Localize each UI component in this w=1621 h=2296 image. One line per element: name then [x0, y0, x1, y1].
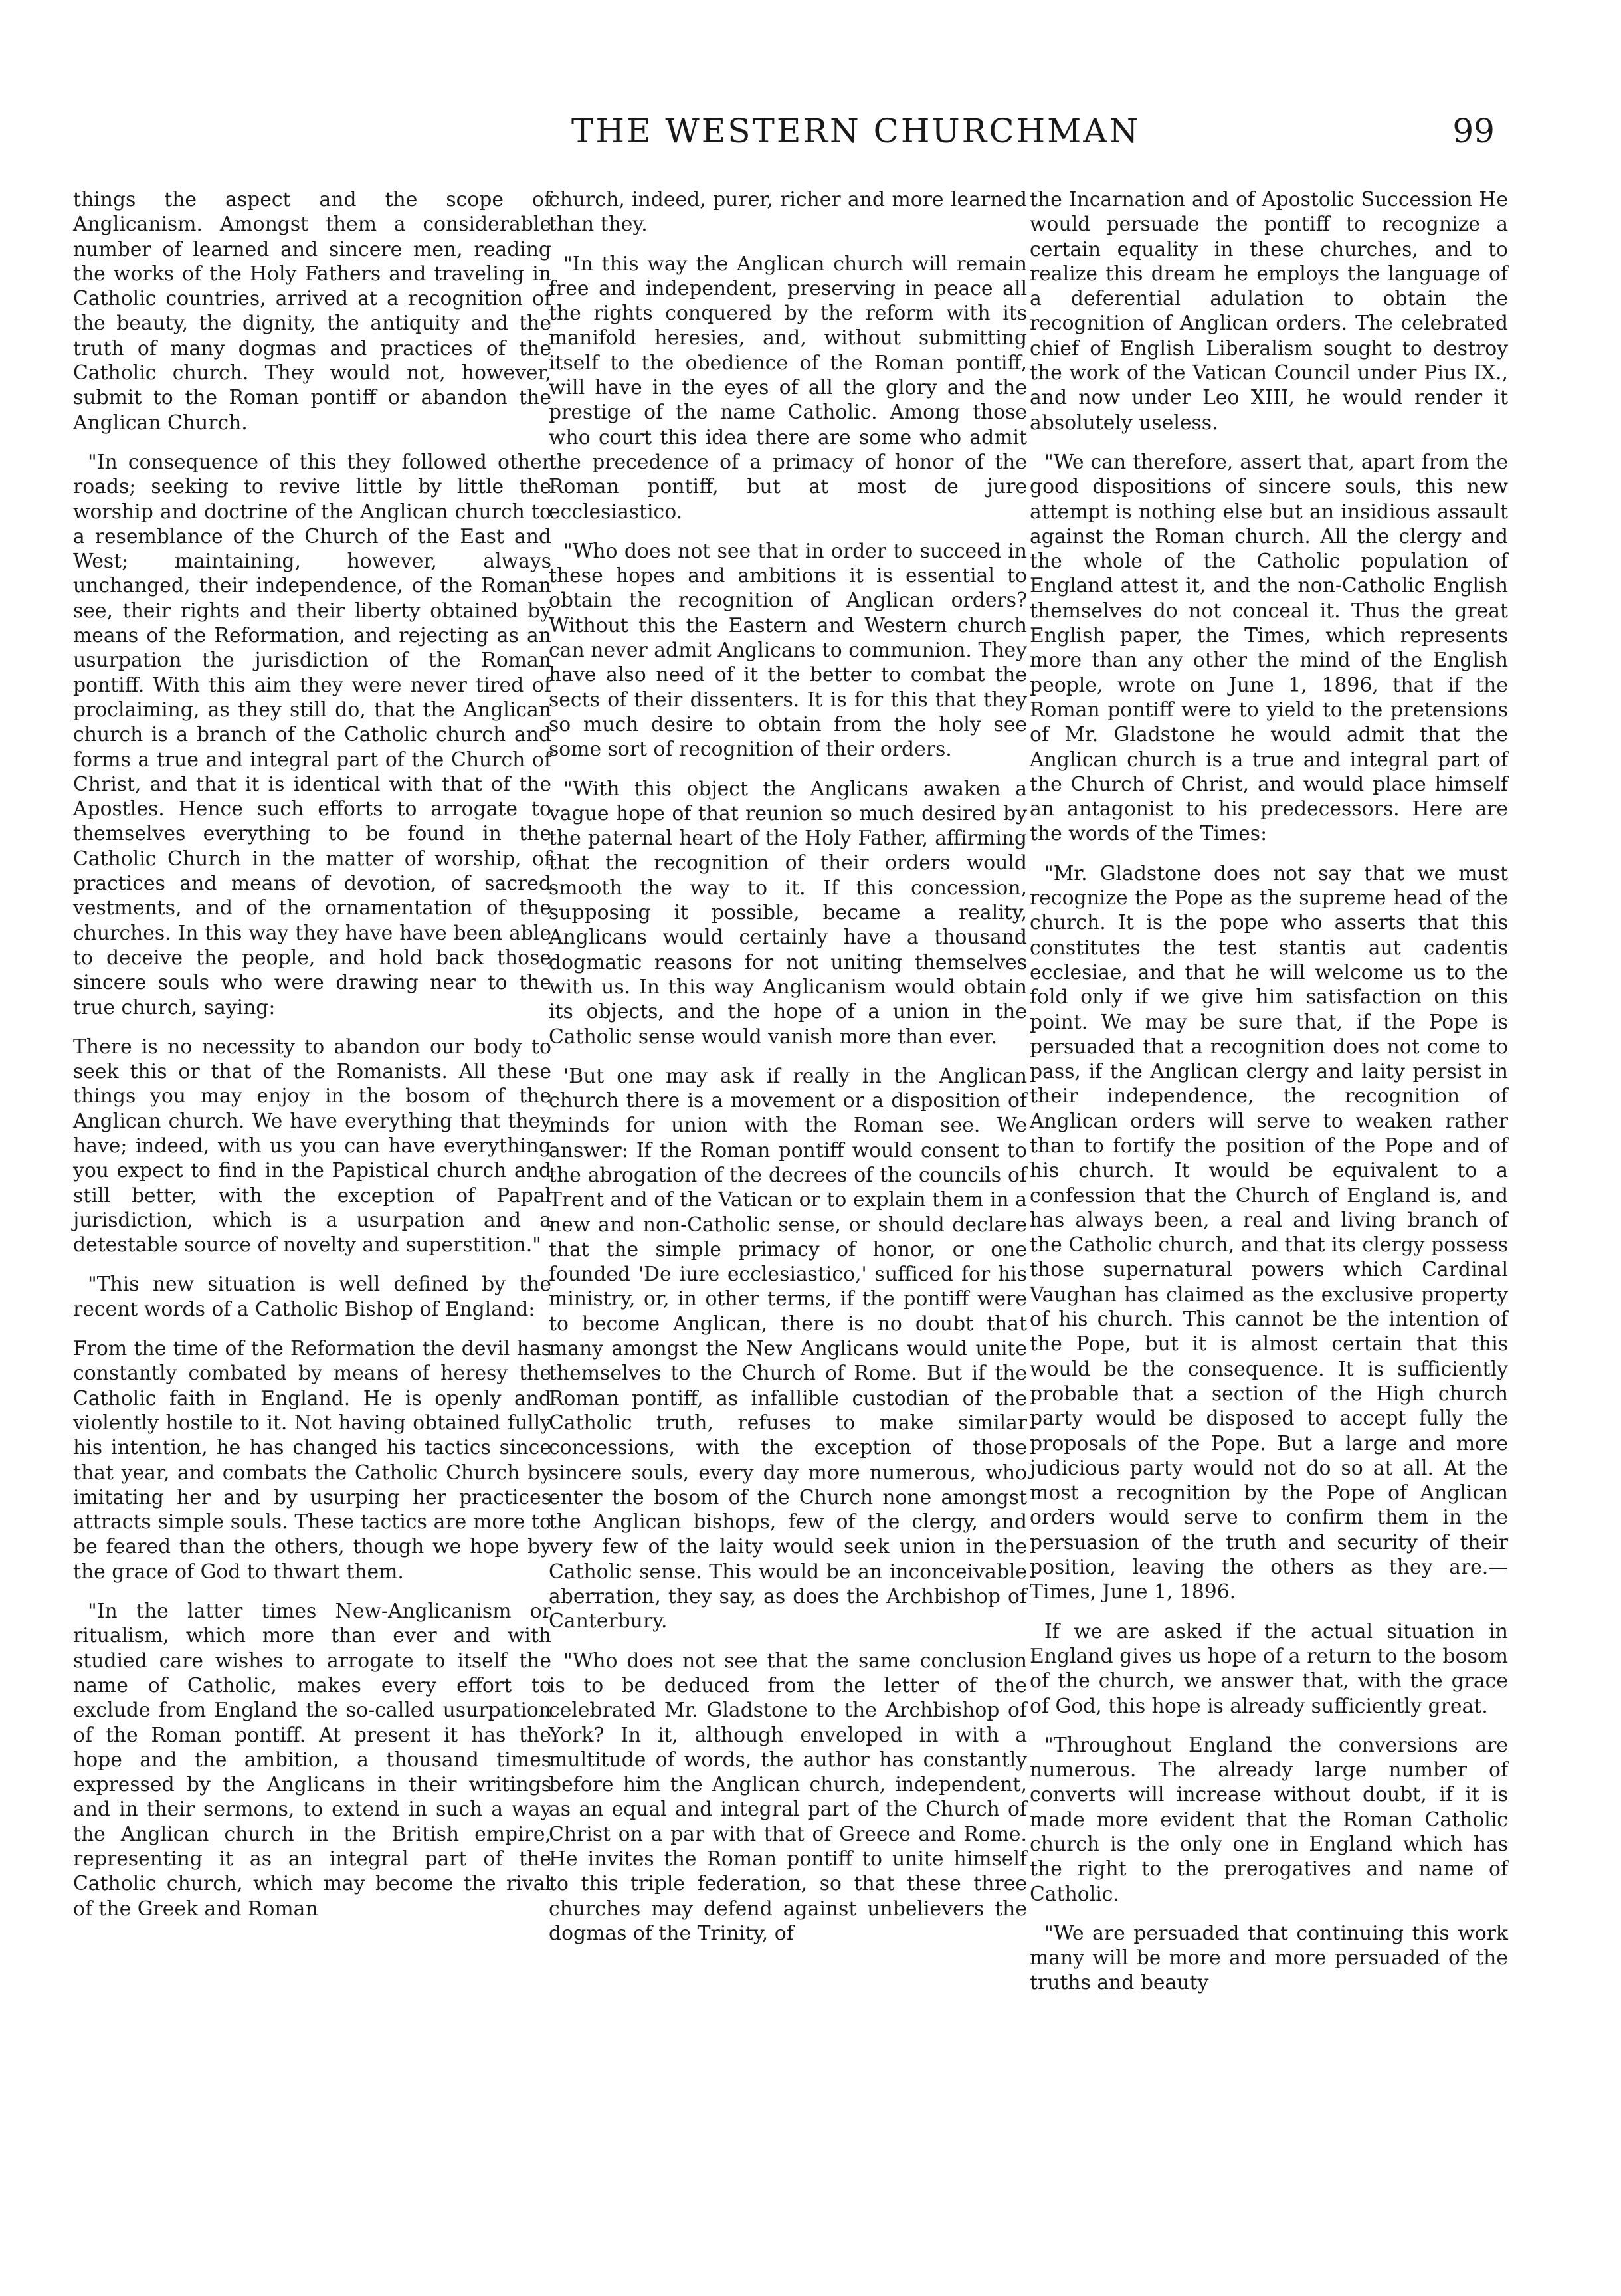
- paragraph: "Throughout England the conversions are numerous. The already large number of converts will increase without doubt, if it is made more evident that the Roman Catholic church is the only one in England which has the right to the prerogatives and name of Catholic.: [1030, 1733, 1508, 1906]
- paragraph: "Mr. Gladstone does not say that we must recognize the Pope as the supreme head of the church. It is the pope who asserts that this constitutes the test stantis aut cadentis ecclesiae, and that he will welcome us to the fold only if we give him satisfaction on this point. We may be sure that, if the Pope is persuaded that a recognition does not come to pass, if the Anglican clergy and laity persist in their independence, the recognition of Anglican orders will serve to weaken rather than to fortify the position of the Pope and of his church. It would be equivalent to a confession that the Church of England is, and has always been, a real and living branch of the Catholic church, and that its clergy possess those supernatural powers which Cardinal Vaughan has claimed as the exclusive property of his church. This cannot be the intention of the Pope, but it is almost certain that this would be the consequence. It is sufficiently probable that a section of the High church party would be disposed to accept fully the proposals of the Pope. But a large and more judicious party would not do so at all. At the most a recognition by the Pope of Anglican orders would serve to confirm them in the persuasion of the truth and security of their position, leaving the others as they are.—Times, June 1, 1896.: [1030, 861, 1508, 1604]
- paragraph: "This new situation is well defined by the recent words of a Catholic Bishop of England:: [73, 1273, 551, 1321]
- paragraph: "In this way the Anglican church will remain free and independent, preserving in peace all the rights conquered by the reform with its manifold heresies, and, without submitting itself to the obedience of the Roman pontiff, will have in the eyes of all the glory and the prestige of the name Catholic. Among those who court this idea there are some who admit the precedence of a primacy of honor of the Roman pontiff, but at most de jure ecclesiastico.: [549, 252, 1027, 524]
- paragraph: church, indeed, purer, richer and more learned than they.: [549, 188, 1027, 237]
- paragraph: "Who does not see that in order to succeed in these hopes and ambitions it is essential to obtain the recognition of Anglican orders? Without this the Eastern and Western church can never admit Anglicans to communion. They have also need of it the better to combat the sects of their dissenters. It is for this that they so much desire to obtain from the holy see some sort of recognition of their orders.: [549, 539, 1027, 762]
- paragraph: things the aspect and the scope of Anglicanism. Amongst them a considerable number of learned and sincere men, reading the works of the Holy Fathers and traveling in Catholic countries, arrived at a recognition of the beauty, the dignity, the antiquity and the truth of many dogmas and practices of the Catholic church. They would not, however, submit to the Roman pontiff or abandon the Anglican Church.: [73, 188, 551, 435]
- paragraph: the Incarnation and of Apostolic Succession He would persuade the pontiff to recognize a certain equality in these churches, and to realize this dream he employs the language of a deferential adulation to obtain the recognition of Anglican orders. The celebrated chief of English Liberalism sought to destroy the work of the Vatican Council under Pius IX., and now under Leo XIII, he would render it absolutely useless.: [1030, 188, 1508, 435]
- paragraph: "In the latter times New-Anglicanism or ritualism, which more than ever and with studied care wishes to arrogate to itself the name of Catholic, makes every effort to exclude from England the so-called usurpation of the Roman pontiff. At present it has the hope and the ambition, a thousand times expressed by the Anglicans in their writings and in their sermons, to extend in such a way the Anglican church in the British empire, representing it as an integral part of the Catholic church, which may become the rival of the Greek and Roman: [73, 1600, 551, 1921]
- paragraph: "In consequence of this they followed other roads; seeking to revive little by little the worship and doctrine of the Anglican church to a resemblance of the Church of the East and West; maintaining, however, always unchanged, their independence, of the Roman see, their rights and their liberty obtained by means of the Reformation, and rejecting as an usurpation the jurisdiction of the Roman pontiff. With this aim they were never tired of proclaiming, as they still do, that the Anglican church is a branch of the Catholic church and forms a true and integral part of the Church of Christ, and that it is identical with that of the Apostles. Hence such efforts to arrogate to themselves everything to be found in the Catholic Church in the matter of worship, of practices and means of devotion, of sacred vestments, and of the ornamentation of the churches. In this way they have have been able to deceive the people, and hold back those sincere souls who were drawing near to the true church, saying:: [73, 450, 551, 1019]
- page-number: 99: [1452, 112, 1495, 150]
- column-1: [73, 187, 551, 1936]
- paragraph: There is no necessity to abandon our body to seek this or that of the Romanists. All these things you may enjoy in the bosom of the Anglican church. We have everything that they have; indeed, with us you can have everything you expect to find in the Papistical church and still better, with the exception of Papal jurisdiction, which is a usurpation and a detestable source of novelty and superstition.": [73, 1035, 551, 1257]
- paragraph: If we are asked if the actual situation in England gives us hope of a return to the bosom of the church, we answer that, with the grace of God, this hope is already sufficiently great.: [1030, 1619, 1508, 1718]
- paragraph: "We can therefore, assert that, apart from the good dispositions of sincere souls, this new attempt is nothing else but an insidious assault against the Roman church. All the clergy and the whole of the Catholic population of England attest it, and the non-Catholic English themselves do not conceal it. Thus the great English paper, the Times, which represents more than any other the mind of the English people, wrote on June 1, 1896, that if the Roman pontiff were to yield to the pretensions of Mr. Gladstone he would admit that the Anglican church is a true and integral part of the Church of Christ, and would place himself an antagonist to his predecessors. Here are the words of the Times:: [1030, 450, 1508, 846]
- paragraph: "With this object the Anglicans awaken a vague hope of that reunion so much desired by the paternal heart of the Holy Father, affirming that the recognition of their orders would smooth the way to it. If this concession, supposing it possible, became a reality, Anglicans would certainly have a thousand dogmatic reasons for not uniting themselves with us. In this way Anglicanism would obtain its objects, and the hope of a union in the Catholic sense would vanish more than ever.: [549, 777, 1027, 1049]
- column-2: [549, 187, 1027, 1960]
- paragraph: "We are persuaded that continuing this work many will be more and more persuaded of the truths and beauty: [1030, 1921, 1508, 1995]
- paragraph: 'But one may ask if really in the Anglican church there is a movement or a disposition of minds for union with the Roman see. We answer: If the Roman pontiff would consent to the abrogation of the decrees of the councils of Trent and of the Vatican or to explain them in a new and non-Catholic sense, or should declare that the simple primacy of honor, or one founded 'De iure ecclesiastico,' sufficed for his ministry, or, in other terms, if the pontiff were to become Anglican, there is no doubt that many amongst the New Anglicans would unite themselves to the Church of Rome. But if the Roman pontiff, as infallible custodian of the Catholic truth, refuses to make similar concessions, with the exception of those sincere souls, every day more numerous, who enter the bosom of the Church none amongst the Anglican bishops, few of the clergy, and very few of the laity would seek union in the Catholic sense. This would be an inconceivable aberration, they say, as does the Archbishop of Canterbury.: [549, 1064, 1027, 1633]
- page-header: [571, 112, 1495, 158]
- paragraph: From the time of the Reformation the devil has constantly combated by means of heresy the Catholic faith in England. He is openly and violently hostile to it. Not having obtained fully his intention, he has changed his tactics since that year, and combats the Catholic Church by imitating her and by usurping her practices attracts simple souls. These tactics are more to be feared than the others, though we hope by the grace of God to thwart them.: [73, 1337, 551, 1584]
- column-3: [1030, 187, 1508, 2010]
- paragraph: "Who does not see that the same conclusion is to be deduced from the letter of the celebrated Mr. Gladstone to the Archbishop of York? In it, although enveloped in with a multitude of words, the author has constantly before him the Anglican church, independent, as an equal and integral part of the Church of Christ on a par with that of Greece and Rome. He invites the Roman pontiff to unite himself to this triple federation, so that these three churches may defend against unbelievers the dogmas of the Trinity, of: [549, 1649, 1027, 1945]
- publication-title: THE WESTERN CHURCHMAN: [571, 112, 1141, 150]
